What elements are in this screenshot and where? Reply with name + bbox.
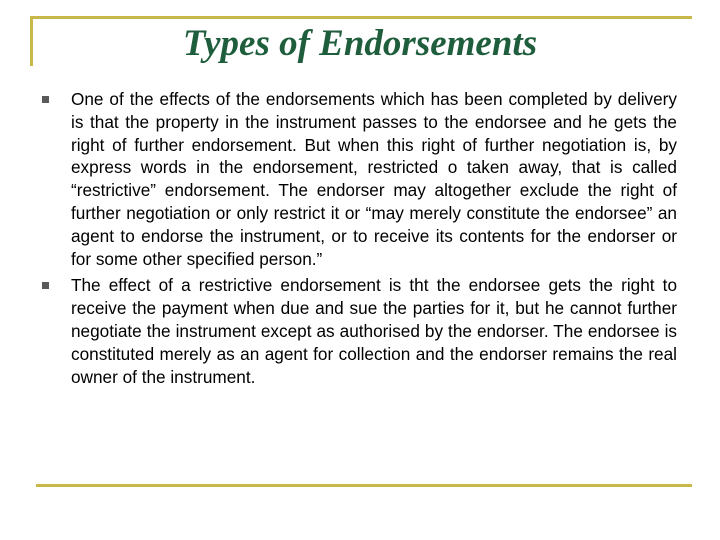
bullet-text: The effect of a restrictive endorsement is tht the endorsee gets the right to receive the payment when due and sue the parties for it, but he cannot further negotiate the instrument except as authorised by the endorser. The endorsee is constituted merely as an agent for collection and the endorser remains the real owner of the instrument. [71,275,677,387]
bullet-item [40,274,677,388]
slide-title: Types of Endorsements [182,23,538,64]
bullet-text: One of the effects of the endorsements which has been completed by delivery is that the property in the instrument passes to the endorsee and he gets the right of further endorsement. But when this right of further negotiation is, by express words in the endorsement, restricted o taken away, that is called “restrictive” endorsement. The endorser may altogether exclude the right of further negotiation or only restrict it or “may merely constitute the endorsee” an agent to endorse the instrument, or to receive its contents for the endorser or for some other specified person.” [71,89,677,269]
square-bullet-icon [42,282,49,289]
slide-frame-top-rule [30,16,692,19]
bullet-list [40,88,677,392]
slide-frame-bottom-rule [36,484,692,487]
bullet-item [40,88,677,270]
square-bullet-icon [42,96,49,103]
